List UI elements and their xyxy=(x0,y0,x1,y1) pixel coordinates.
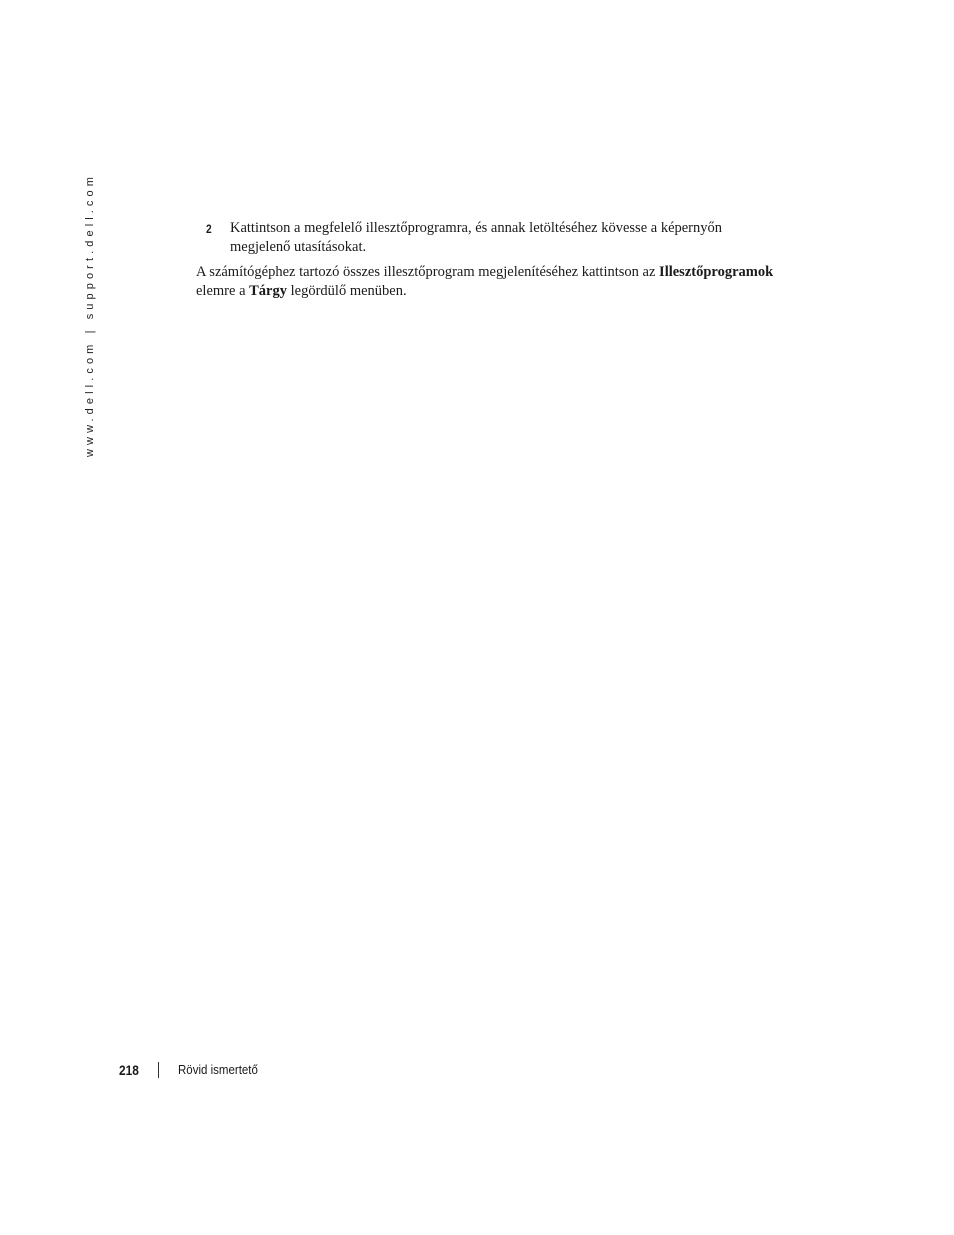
step-number: 2 xyxy=(206,222,212,236)
body-paragraph xyxy=(196,263,836,301)
page-number: 218 xyxy=(119,1062,139,1078)
step-text-line-2: megjelenő utasításokat. xyxy=(230,239,367,255)
drivers-term: Illesztőprogramok xyxy=(659,264,774,280)
paragraph-text: A számítógéphez tartozó összes illesztőprogram megjelenítéséhez kattintson az xyxy=(196,264,660,280)
paragraph-line-1 xyxy=(196,263,836,282)
paragraph-text: legördülő menüben. xyxy=(287,283,407,299)
step-text-line-1: Kattintson a megfelelő illesztőprogramra, és annak letöltéséhez kövesse a képernyőn xyxy=(230,220,723,236)
side-url-text: www.dell.com | support.dell.com xyxy=(84,172,96,457)
paragraph-line-2 xyxy=(196,282,836,301)
footer-divider xyxy=(158,1062,159,1078)
step-text xyxy=(230,219,790,257)
paragraph-text: elemre a xyxy=(196,283,250,299)
footer-section-title: Rövid ismertető xyxy=(178,1063,258,1077)
topic-term: Tárgy xyxy=(249,283,287,299)
